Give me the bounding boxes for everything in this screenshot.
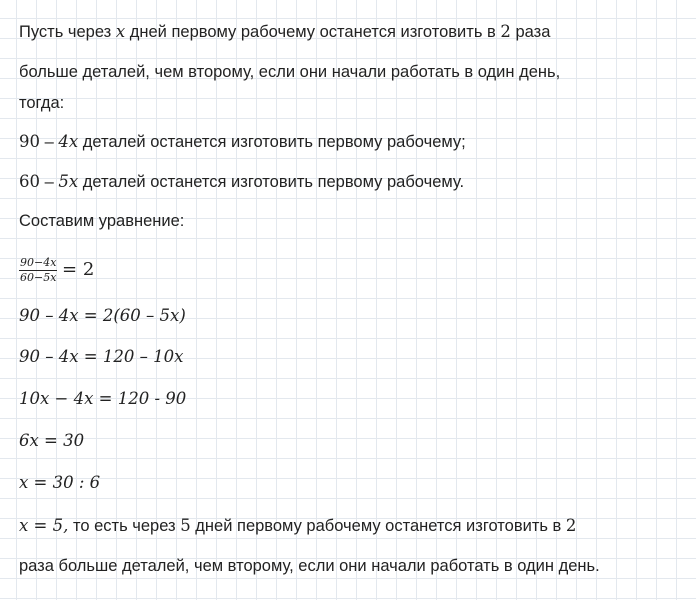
conclusion-number-five: 5 [180, 516, 191, 535]
second-worker-remaining [19, 172, 464, 192]
step-2: 90 – 4x = 120 – 10x [19, 347, 184, 366]
conclusion-line-1 [19, 516, 576, 536]
intro-text-1a: Пусть через [19, 23, 112, 41]
equation-fraction [19, 257, 57, 284]
fraction-denominator: 60−5x [20, 271, 57, 285]
compose-equation-heading: Составим уравнение: [19, 212, 185, 230]
equation-fraction-line [19, 250, 94, 290]
second-remaining-text: деталей останется изготовить первому рабочему. [82, 173, 465, 191]
first-remaining-text: деталей останется изготовить первому рабочему; [82, 133, 466, 151]
first-expr-operator: – [44, 133, 54, 151]
conclusion-number-two: 2 [565, 516, 577, 535]
conclusion-line-2: раза больше деталей, чем второму, если они начали работать в один день. [19, 557, 600, 575]
intro-line-2: больше деталей, чем второму, если они начали работать в один день, [19, 63, 561, 81]
step-4: 6x = 30 [19, 431, 85, 450]
first-expr-number: 90 [19, 132, 40, 151]
first-expr-variable: 4x [58, 132, 79, 151]
second-expr-variable: 5x [58, 172, 79, 191]
fraction-numerator: 90−4x [20, 256, 57, 270]
second-expr-operator: – [44, 173, 54, 191]
step-3: 10x − 4x = 120 - 90 [19, 389, 187, 408]
conclusion-text-b: дней первому рабочему останется изготовить в [195, 517, 562, 535]
variable-x: x [115, 22, 126, 41]
intro-line-3: тогда: [19, 94, 65, 112]
equation-rhs: = 2 [62, 259, 95, 280]
conclusion-text-a: то есть через [72, 517, 176, 535]
conclusion-solution: x = 5, [19, 516, 69, 535]
intro-text-1c: раза [515, 23, 551, 41]
step-1: 90 – 4x = 2(60 – 5x) [19, 306, 186, 325]
intro-text-1b: дней первому рабочему останется изготовить в [129, 23, 496, 41]
step-5: x = 30 : 6 [19, 473, 101, 492]
intro-line-1 [19, 22, 550, 42]
second-expr-number: 60 [19, 172, 40, 191]
first-worker-remaining [19, 132, 466, 152]
number-two: 2 [500, 22, 511, 41]
